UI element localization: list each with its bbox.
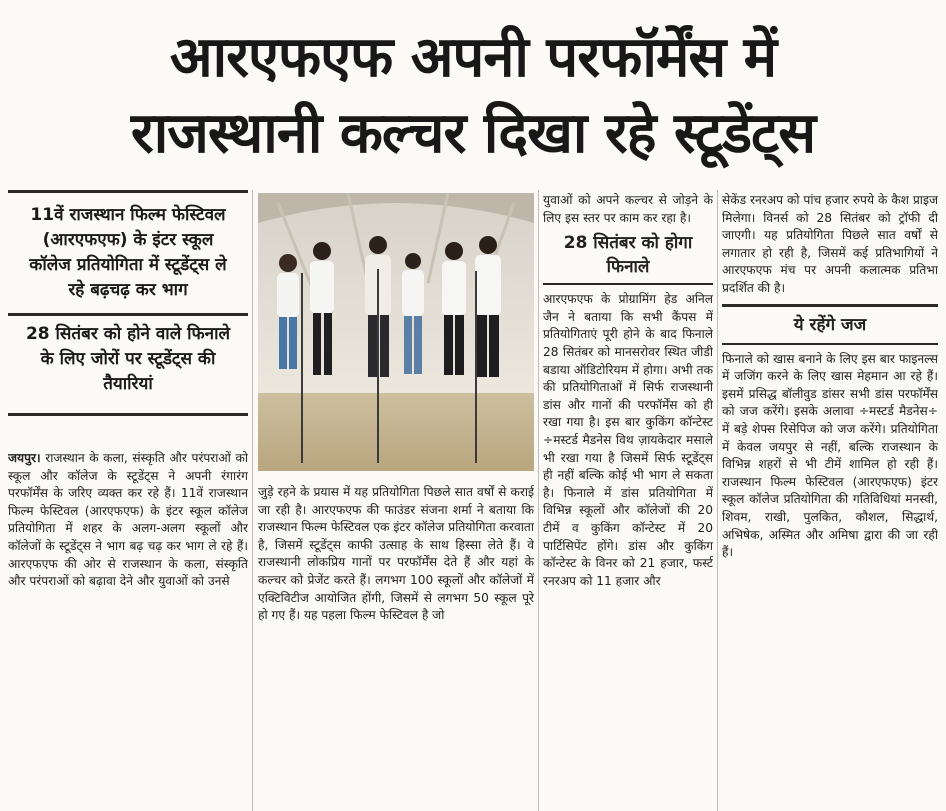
subheading-finale: 28 सितंबर को होगा फिनाले [543, 231, 713, 285]
top-rule [8, 190, 248, 193]
subheading-judges: ये रहेंगे जज [722, 304, 938, 345]
column-1 [8, 190, 248, 811]
subheading-first: 11वें राजस्थान फिल्म फेस्टिवल (आरएफएफ) के इंटर स्कूल कॉलेज प्रतियोगिता में स्टूडेंट्स ले रहे बढ़चढ़ कर भाग [29, 205, 227, 300]
article-column-1 [8, 450, 248, 591]
divider [8, 413, 248, 416]
article-text: जुड़े रहने के प्रयास में यह प्रतियोगिता पिछले सात वर्षों से कराई जा रही है। आरएफएफ की फाउंडर संजना शर्मा ने बताया कि राजस्थान फिल्म फेस्टिवल एक इंटर कॉलेज प्रतियोगिता करवाता है, जिसमें स्टूडेंट्स काफी उत्साह के साथ हिस्सा लेते हैं। वे राजस्थानी लोकप्रिय गानों पर परफॉर्मेंस देते हैं और यहां के कल्चर को प्रेजेंट करते हैं। लगभग 100 स्कूलों और कॉलेजों में एक्टिविटीज आयोजित होंगी, जिसमें से लगभग 50 स्कूल पूरे हो गए हैं। यह पहला फिल्म फेस्टिवल है जो [258, 485, 534, 623]
column-divider [252, 190, 253, 811]
divider [8, 313, 248, 316]
headline-line-1: आरएफएफ अपनी परफॉर्मेंस में [169, 25, 777, 90]
dateline: जयपुर। [8, 451, 41, 465]
article-column-4 [722, 192, 938, 811]
column-divider [538, 190, 539, 811]
column-divider [717, 190, 718, 811]
students-performing-photo [258, 193, 534, 471]
article-text-top: सेकेंड रनरअप को पांच हजार रुपये के कैश प्राइज मिलेगा। विनर्स को 28 सितंबर को ट्रॉफी दी जाएगी। यह प्रतियोगिता पिछले सात वर्षों से लगातार हो रही है, जिसमें कई प्रतिभागियों ने आरएफएफ मंच पर अपनी कलात्मक प्रतिभा प्रदर्शित की है। [722, 193, 938, 295]
article-text: राजस्थान के कला, संस्कृति और परंपराओं को स्कूल और कॉलेज के स्टूडेंट्स ने अपनी रंगारंग परफॉर्मेंस के जरिए व्यक्त कर रहे हैं। 11वें राजस्थान फिल्म फेस्टिवल (आरएफएफ) के इंटर स्कूल कॉलेज प्रतियोगिता में शहर के अलग-अलग स्कूलों और कॉलेजों के स्टूडेंट्स ने भाग बढ़ चढ़ कर भाग ले रहे हैं। आरएफएफ की ओर से राजस्थान के कला, संस्कृति और परंपराओं को बढ़ावा देने और युवाओं को उनसे [8, 451, 248, 589]
headline-line-2: राजस्थानी कल्चर दिखा रहे स्टूडेंट्स [130, 101, 816, 166]
article-text-top: युवाओं को अपने कल्चर से जोड़ने के लिए इस स्तर पर काम कर रहा है। [543, 193, 713, 225]
article-column-2 [258, 484, 534, 811]
article-column-3 [543, 192, 713, 811]
article-photo [258, 193, 534, 471]
subheading-second: 28 सितंबर को होने वाले फिनाले के लिए जोरों पर स्टूडेंट्स की तैयारियां [25, 324, 231, 394]
article-text: फिनाले को खास बनाने के लिए इस बार फाइनल्स में जजिंग करने के लिए खास मेहमान आ रहे हैं। इसमें प्रसिद्ध बॉलीवुड डांसर सभी डांस परफॉर्मेंस को जज करेंगे। इसके अलावा ÷मस्टर्ड मैडनेस÷ में बड़े शेफ्स रिसेपिज को जज करेंगे। प्रतियोगिता में केवल जयपुर से नहीं, बल्कि राजस्थान के विभिन्न शहरों से भी टीमें शामिल हो रही हैं। राजस्थान फिल्म फेस्टिवल (आरएफएफ) इंटर स्कूल कॉलेज प्रतियोगिता की गतिविधियां मनस्वी, शिवम, राखी, पुलकित, कौशल, सिद्धार्थ, अभिषेक, अस्मित और अमिषा द्वारा की जा रही हैं। [722, 351, 938, 560]
article-text: आरएफएफ के प्रोग्रामिंग हेड अनिल जैन ने बताया कि सभी कैंपस में प्रतियोगिताएं पूरी होने के बाद फिनाले 28 सितंबर को मानसरोवर स्थित जीडी बडाया ऑडिटोरियम में होगा। अभी तक की प्रतियोगिताओं में सिर्फ राजस्थानी डांस और गानों की परफॉर्मेंस को ही रखा गया है। इस बार कुकिंग कॉन्टेस्ट ÷मस्टर्ड मैडनेस विथ ज़ायकेदार मसाले भी रखा गया है जिसमें सिर्फ स्टूडेंट्स ही नहीं बल्कि कोई भी भाग ले सकता है। फिनाले में डांस प्रतियोगिता में विभिन्न स्कूलों और कॉलेजों की 20 टीमें व कुकिंग कॉन्टेस्ट में 20 पार्टिसिपेंट होंगे। डांस और कुकिंग कॉन्टेस्ट के विनर को 21 हजार, फर्स्ट रनरअप को 11 हजार और [543, 292, 713, 588]
